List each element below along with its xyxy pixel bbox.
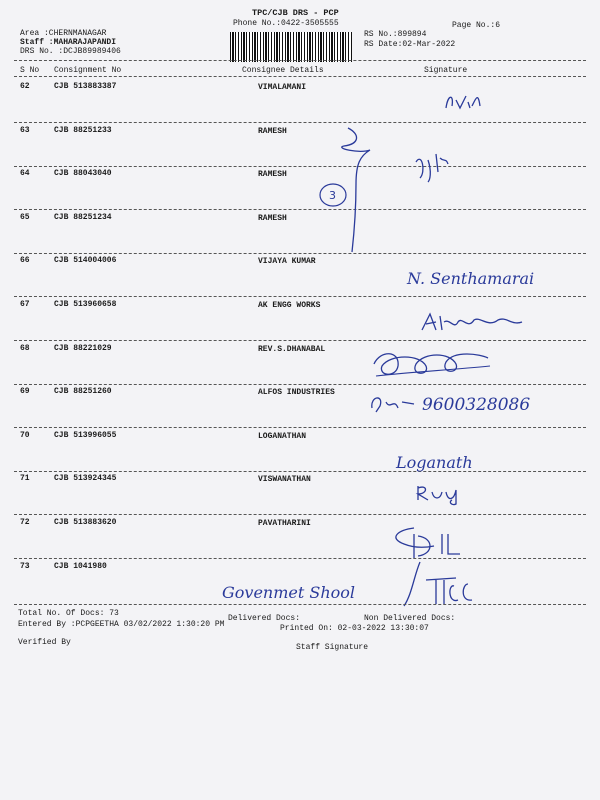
row-divider [14,340,586,341]
row-sno: 73 [20,562,30,571]
row-consignment: CJB 513960658 [54,300,117,309]
row-consignment: CJB 513996055 [54,431,117,440]
row-sno: 70 [20,431,30,440]
column-consignment: Consignment No [54,66,122,75]
row-divider [14,514,586,515]
row-consignee: VIJAYA KUMAR [258,257,316,266]
row-consignment: CJB 1041980 [54,562,107,571]
printed-on: Printed On: 02-03-2022 13:30:07 [280,624,429,633]
total-docs: Total No. Of Docs: 73 [18,609,119,618]
circled-number: 3 [329,189,336,202]
row-consignment: CJB 88251234 [54,213,112,222]
row-consignment: CJB 88221029 [54,344,112,353]
row-consignee: ALFOS INDUSTRIES [258,388,335,397]
signature-62 [440,88,500,116]
phone-number: Phone No.:0422-3505555 [233,19,339,28]
row-consignment: CJB 513924345 [54,474,117,483]
row-divider [14,122,586,123]
row-consignee: RAMESH [258,170,287,179]
row-sno: 71 [20,474,30,483]
signature-68 [370,346,500,382]
row-sno: 62 [20,82,30,91]
row-consignment: CJB 514004006 [54,256,117,265]
verified-by: Verified By [18,638,71,647]
row-divider [14,427,586,428]
row-divider [14,209,586,210]
row-sno: 69 [20,387,30,396]
entered-by: Entered By :PCPGEETHA 03/02/2022 1:30:20 PM [18,620,225,629]
non-delivered-docs: Non Delivered Docs: [364,614,456,623]
staff-signature-label: Staff Signature [296,643,369,652]
row-consignment: CJB 513883620 [54,518,117,527]
row-consignment: CJB 88251233 [54,126,112,135]
barcode [230,32,352,62]
page-number: Page No.:6 [452,21,501,30]
row-sno: 67 [20,300,30,309]
row-consignee: AK ENGG WORKS [258,301,321,310]
row-consignee: LOGANATHAN [258,432,307,441]
column-consignee: Consignee Details [242,66,324,75]
signature-69-phone: 9600328086 [422,395,531,415]
row-consignee: RAMESH [258,214,287,223]
signature-66-text: N. Senthamarai [407,269,535,288]
row-sno: 64 [20,169,30,178]
circled-mark [318,182,348,208]
drs-number: DRS No. :DCJB89989406 [20,47,121,56]
row-consignment: CJB 88043040 [54,169,112,178]
row-divider [14,253,586,254]
signature-64 [410,148,458,184]
row-sno: 65 [20,213,30,222]
area-label: Area :CHERNMANAGAR [20,29,107,38]
signature-73 [396,560,486,610]
row-consignment: CJB 513883387 [54,82,117,91]
signature-69 [368,388,568,420]
row-sno: 68 [20,344,30,353]
row-divider [14,558,586,559]
signature-67 [418,308,528,336]
signature-66 [405,262,565,292]
row-divider [14,166,586,167]
row-sno: 72 [20,518,30,527]
row-divider [14,296,586,297]
row-divider [14,384,586,385]
row-sno: 63 [20,126,30,135]
signature-70-text: Loganath [396,453,473,472]
row-consignment: CJB 88251260 [54,387,112,396]
divider [14,76,586,77]
divider [14,60,586,61]
signature-71 [412,478,472,506]
column-sno: S No [20,66,40,75]
delivered-docs: Delivered Docs: [228,614,301,623]
signature-70 [394,446,534,476]
column-signature: Signature [424,66,468,75]
row-consignee: REV.S.DHANABAL [258,345,326,354]
signature-73-text: Govenmet Shool [222,583,356,602]
divider [14,604,586,605]
row-sno: 66 [20,256,30,265]
rs-number: RS No.:899894 [364,30,427,39]
row-consignee: PAVATHARINI [258,519,311,528]
row-consignee: VIMALAMANI [258,83,307,92]
row-consignee: RAMESH [258,127,287,136]
staff-label: Staff :MAHARAJAPANDI [20,38,117,47]
document-title: TPC/CJB DRS - PCP [252,8,339,18]
rs-date: RS Date:02-Mar-2022 [364,40,456,49]
row-consignee: VISWANATHAN [258,475,311,484]
